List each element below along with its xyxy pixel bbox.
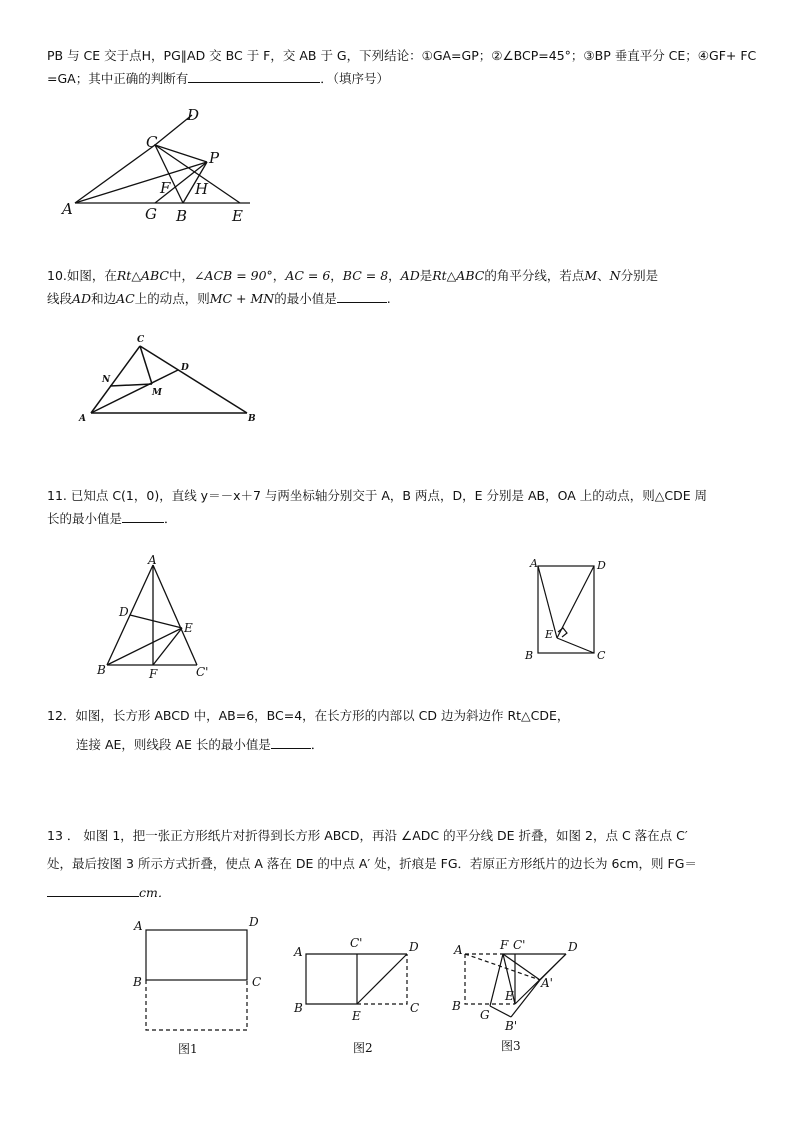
q10-seg: 的最小值是 (274, 291, 337, 306)
q10-seg: 是 (419, 268, 433, 283)
q12-text-line1: 12．如图，长方形 ABCD 中，AB=6，BC=4，在长方形的内部以 CD 边为斜边作 Rt△CDE， (47, 708, 570, 723)
q10-seg: ， (388, 268, 401, 283)
q10-math-rt2: Rt△ABC (432, 268, 485, 283)
q10-math-expr: MC + MN (209, 291, 275, 306)
q9-label-f: F (160, 179, 171, 197)
q12-label-a: A (530, 557, 538, 570)
q13-fig3-label-a-prime: A' (541, 976, 553, 990)
q13-fig3-label-b-prime: B' (505, 1019, 518, 1033)
q10-math-ad: AD (400, 268, 420, 283)
q13-fig2-label-c: C (410, 1001, 420, 1015)
q9-label-g: G (145, 205, 157, 223)
q10-label-b: B (248, 414, 256, 424)
q10-seg: . (386, 291, 391, 306)
q13-fig1-label-c: C (252, 975, 262, 989)
q11-line2-pre: 长的最小值是 (47, 511, 123, 526)
q9-label-e: E (232, 207, 243, 225)
q10-seg: ， (272, 268, 286, 283)
q11-label-e: E (184, 621, 193, 635)
q10-seg: 和边 (91, 291, 117, 306)
q10-seg: 分别是 (620, 268, 659, 283)
q13-text-line2: 处，最后按图 3 所示方式折叠，使点 A 落在 DE 的中点 A′ 处，折痕是 FG．若原正方形纸片的边长为 6cm，则 FG＝ (47, 856, 697, 871)
q13-fig2-caption: 图2 (353, 1041, 373, 1055)
q10-seg: 上的动点，则 (134, 291, 210, 306)
q12-label-b: B (525, 649, 534, 662)
q13-fig2-label-d: D (409, 940, 419, 954)
q13-fig2 (306, 954, 407, 1004)
q13-fig1-label-a: A (134, 919, 143, 933)
q10-math-ac2: AC (116, 291, 135, 306)
q11-label-c-prime: C' (196, 665, 209, 679)
q9-label-c: C (146, 133, 158, 151)
q10-seg: ， (330, 268, 343, 283)
q13-fig3-label-c-prime: C' (513, 938, 526, 952)
q9-label-b: B (176, 207, 188, 225)
q13-fig2-label-b: B (294, 1001, 303, 1015)
q10-seg: 线段 (47, 291, 73, 306)
q10-label-c: C (137, 335, 145, 345)
q13-fig2-label-c-prime: C' (350, 936, 363, 950)
q10-label-a: A (79, 414, 86, 424)
q11-label-a: A (148, 553, 157, 567)
q11-text-line1: 11. 已知点 C(1，0)，直线 y＝－x＋7 与两坐标轴分别交于 A，B 两点，D，E 分别是 AB，OA 上的动点，则△CDE 周 (47, 488, 708, 503)
q10-math-bc: BC = 8 (342, 268, 389, 283)
q13-fig3-label-d: D (568, 940, 578, 954)
q13-fig2-label-a: A (294, 945, 303, 959)
q12-line2-post: ． (310, 737, 324, 752)
q9-label-p: P (209, 149, 220, 167)
q11-label-f: F (149, 667, 158, 681)
q11-label-d: D (119, 605, 129, 619)
q10-math-n: N (609, 268, 621, 283)
q12-line2-pre: 连接 AE，则线段 AE 长的最小值是 (76, 737, 271, 752)
q13-fig2-label-e: E (352, 1009, 361, 1023)
q10-seg: 的角平分线，若点 (484, 268, 585, 283)
q10-math-rt1: Rt△ABC (116, 268, 169, 283)
q13-text-line1: 13 ． 如图 1，把一张正方形纸片对折得到长方形 ABCD，再沿 ∠ADC 的平分线 DE 折叠，如图 2，点 C 落在点 C′ (47, 828, 688, 843)
q10-seg: 中， (168, 268, 194, 283)
q10-seg: 10.如图，在 (47, 268, 117, 283)
q13-fig3-label-g: G (480, 1008, 490, 1022)
q10-label-n: N (102, 375, 111, 385)
q9-line2-pre: =GA；其中正确的判断有 (47, 71, 189, 86)
q10-label-m: M (152, 388, 162, 398)
q11-line2-post: ． (164, 511, 177, 526)
q10-math-ad2: AD (72, 291, 92, 306)
q9-label-d: D (187, 106, 200, 124)
q13-fig1-label-d: D (249, 915, 259, 929)
q13-fig3-caption: 图3 (501, 1039, 521, 1053)
q13-fig1-label-b: B (133, 975, 142, 989)
q13-fig3-label-e: E (505, 989, 514, 1003)
q10-math-ac: AC = 6 (285, 268, 331, 283)
q12-label-d: D (597, 559, 606, 572)
q13-fig1 (146, 930, 247, 1030)
q12-label-e: E (545, 628, 554, 641)
q10-math-m: M (584, 268, 598, 283)
q10-label-d: D (181, 363, 189, 373)
q9-text-line1: PB 与 CE 交于点H，PG∥AD 交 BC 于 F，交 AB 于 G，下列结论：①GA=GP；②∠BCP=45°；③BP 垂直平分 CE；④GF+ FC (47, 48, 757, 63)
q11-label-b: B (97, 663, 106, 677)
q13-fig3-label-a: A (454, 943, 463, 957)
q12-label-c: C (597, 649, 606, 662)
q13-line3-post: cm． (139, 885, 171, 900)
q9-label-a: A (62, 200, 73, 218)
q10-seg: 、 (597, 268, 610, 283)
q9-label-h: H (195, 180, 209, 198)
q13-fig3-label-b: B (452, 999, 461, 1013)
q13-fig3-label-f: F (500, 938, 509, 952)
q13-fig1-caption: 图1 (178, 1042, 198, 1056)
q9-line2-post: ．（填序号） (320, 71, 389, 86)
q10-math-angle: ∠ACB = 90° (193, 268, 273, 283)
